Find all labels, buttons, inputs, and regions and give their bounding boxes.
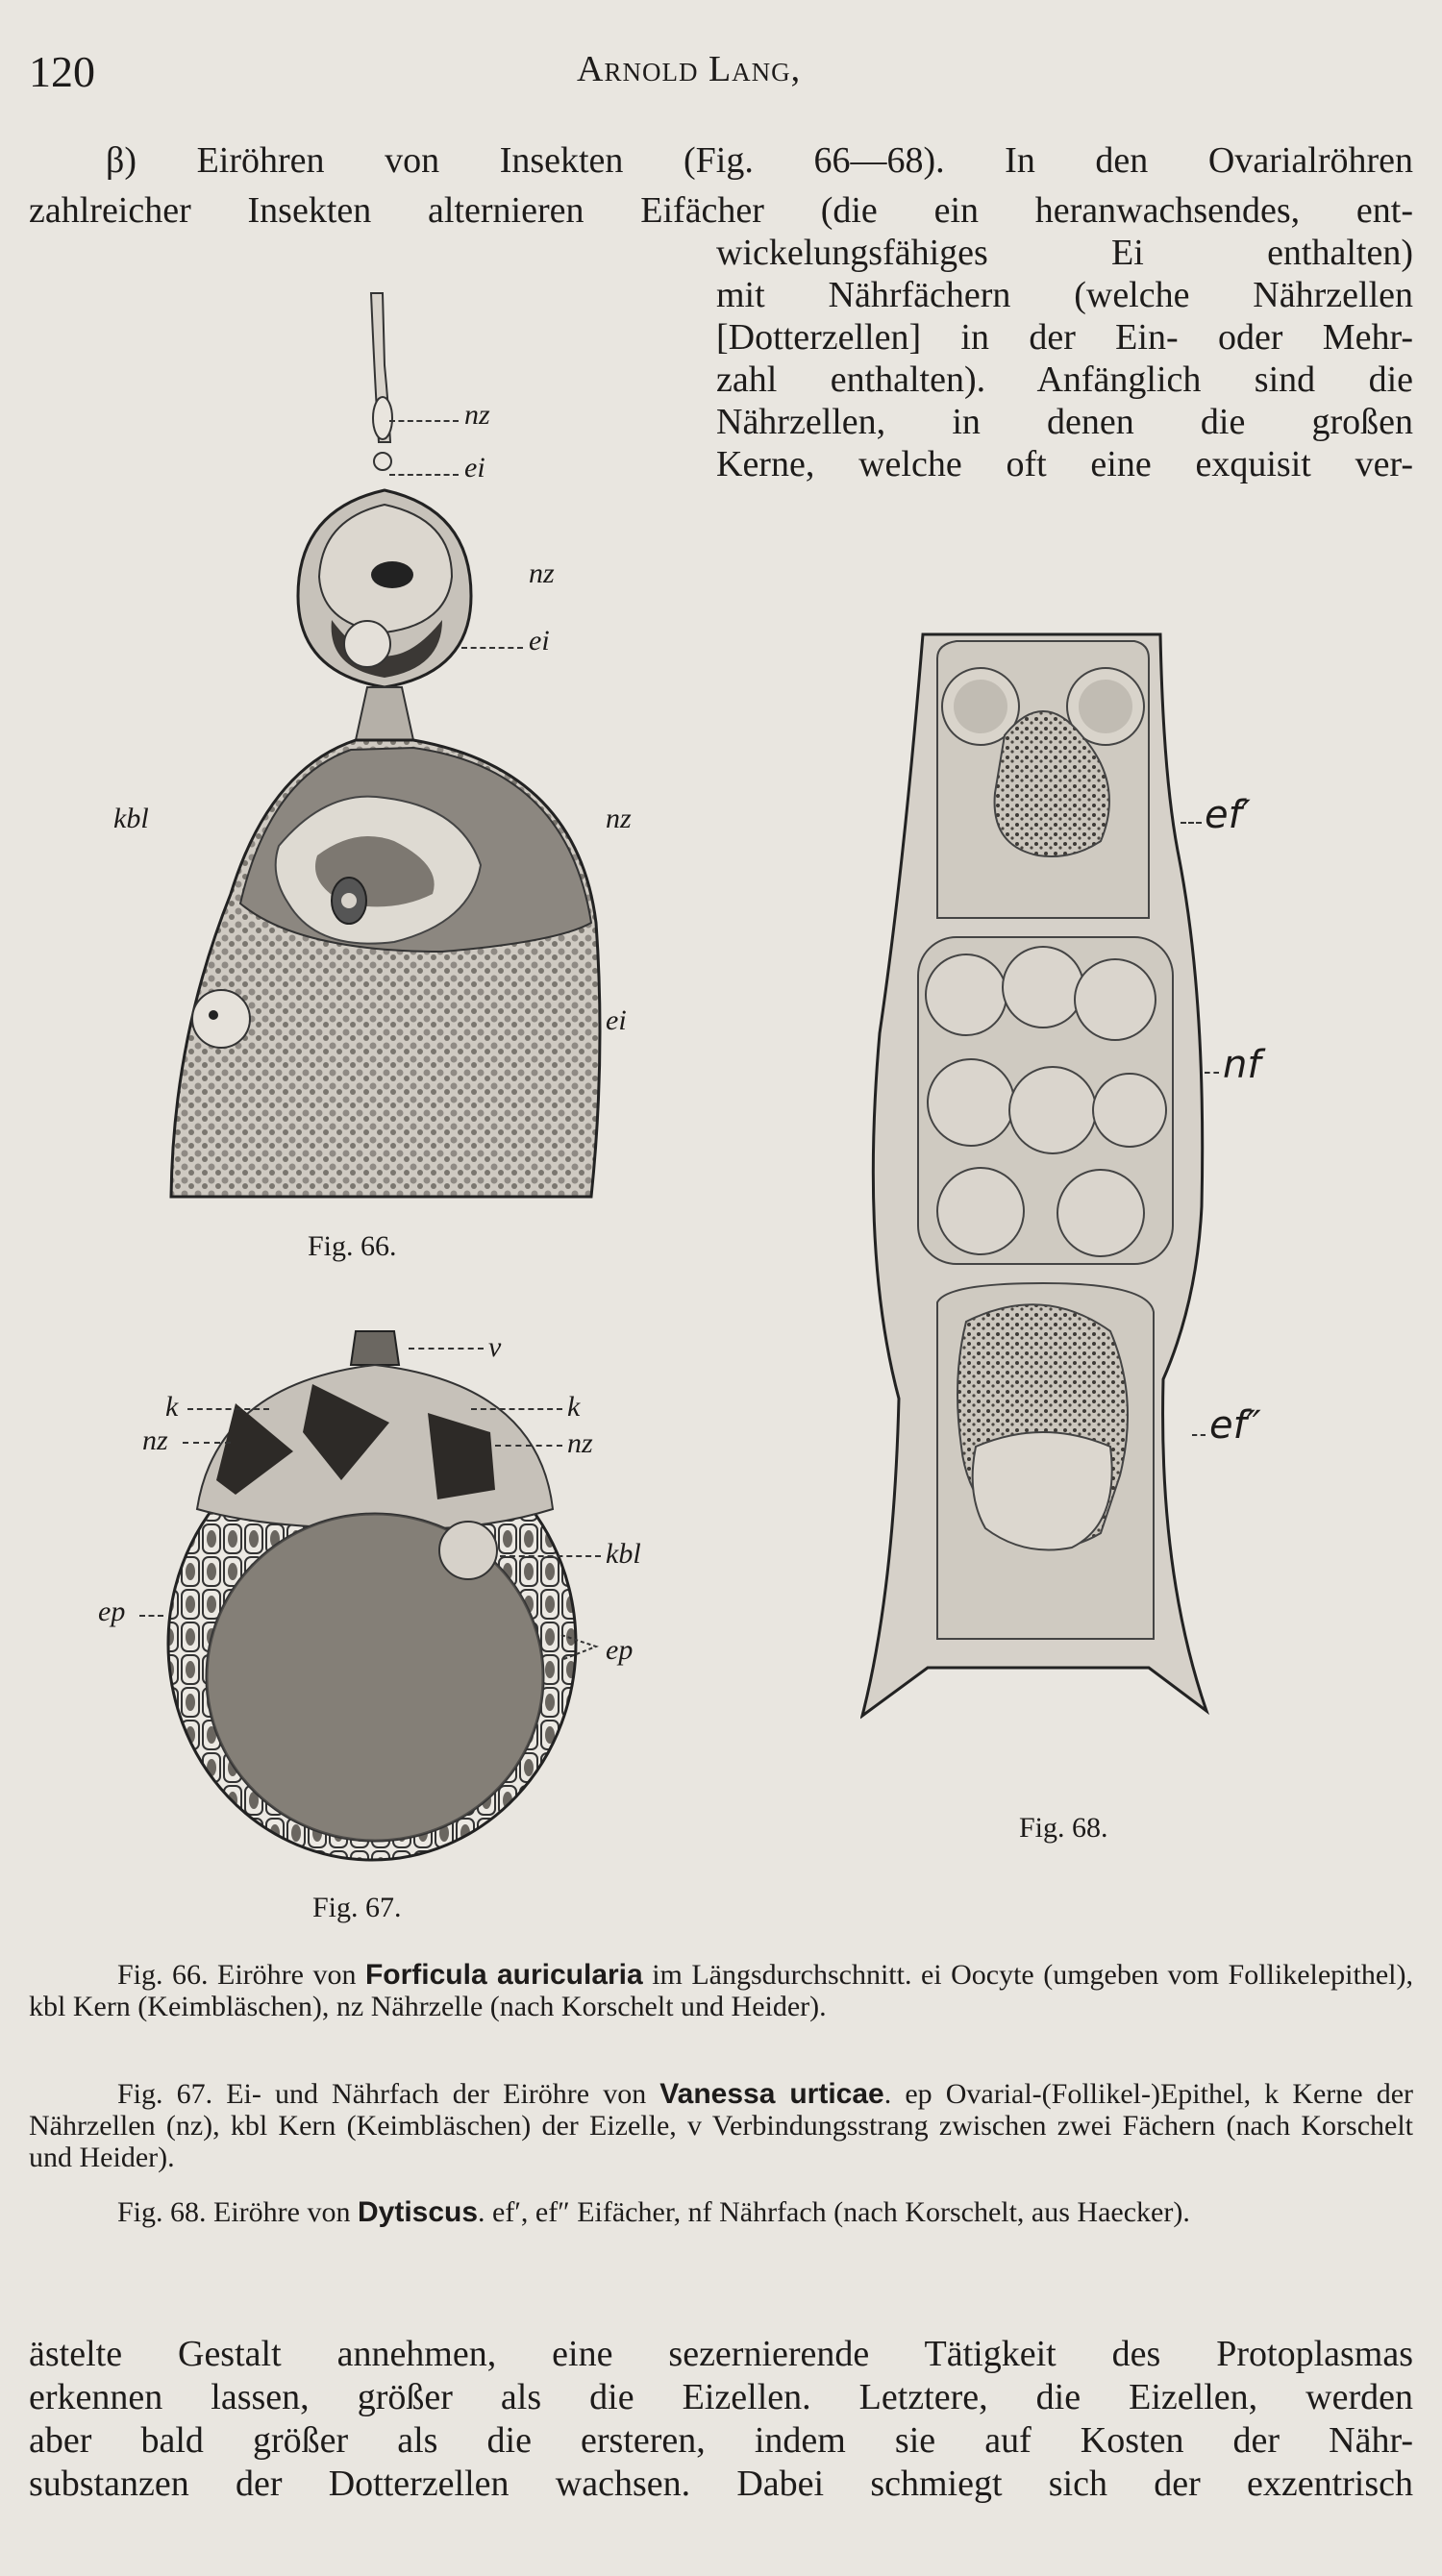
fig67-illustration [159, 1326, 582, 1865]
fig66-label-ei: ei [606, 1004, 627, 1036]
leader-line [1192, 1434, 1206, 1436]
caption-fig66 [29, 1959, 1413, 2022]
fig66-label-nz: nz [464, 399, 490, 431]
caption-text: Fig. 66. Eiröhre von [117, 1959, 365, 1991]
text-line: ästelte Gestalt annehmen, eine sezernierende Tätigkeit des Protoplasmas [29, 2334, 1413, 2374]
text-line: Kerne, welche oft eine exquisit ver- [716, 444, 1413, 484]
caption-fig67 [29, 2078, 1413, 2173]
fig68-label-ef2: ef″ [1209, 1403, 1261, 1448]
caption-text: . ep Ovarial-(Follikel-)Epithel, k Kerne der Nährzellen (nz), kbl Kern (Keimbläschen) der Eizelle, v Verbindungsstrang zwischen zwei Fächern (nach Korschelt und Heider). [29, 2078, 1414, 2173]
fig68-label-nf: nf [1223, 1043, 1261, 1087]
fig66-caption-label: Fig. 66. [308, 1230, 397, 1262]
caption-text: . ef′, ef″ Eifächer, nf Nährfach (nach Korschelt, aus Haecker). [478, 2196, 1190, 2228]
text-line: zahlreicher Insekten alternieren Eifächer (die ein heranwachsendes, ent- [29, 190, 1413, 231]
caption-text: ei Oocyte (umgeben vom Follikelepithel), kbl Kern (Keimbläschen), nz Nährzelle (nach Korschelt und Heider). [29, 1959, 1413, 2022]
caption-text: Fig. 68. Eiröhre von [117, 2196, 358, 2228]
leader-line [471, 1408, 562, 1410]
caption-fig68 [29, 2196, 1413, 2228]
fig66-label-nz: nz [606, 803, 632, 834]
species-name: Vanessa urticae [659, 2078, 884, 2110]
text-line: erkennen lassen, größer als die Eizellen. Letztere, die Eizellen, werden [29, 2377, 1413, 2417]
leader-line [389, 474, 459, 476]
fig68-label-ef1: ef′ [1205, 793, 1251, 837]
fig67-label-kbl: kbl [606, 1538, 641, 1570]
leader-line [500, 1555, 601, 1557]
text-line: zahl enthalten). Anfänglich sind die [716, 359, 1413, 400]
text-line: aber bald größer als die ersteren, indem sie auf Kosten der Nähr- [29, 2420, 1413, 2461]
fig67-label-ep: ep [98, 1596, 126, 1627]
fig68-illustration [860, 630, 1216, 1730]
fig66-illustration [154, 288, 615, 1201]
running-head-author: Arnold Lang, [577, 49, 802, 89]
fig67-label-nz: nz [142, 1424, 168, 1456]
fig67-label-k: k [165, 1391, 179, 1423]
species-name: Forficula auricularia [364, 1959, 643, 1991]
fig66-label-nz: nz [529, 557, 555, 589]
page-number: 120 [29, 47, 95, 96]
leader-line [187, 1408, 269, 1410]
leader-line [183, 1442, 231, 1444]
leader-line [1205, 1072, 1219, 1074]
fig67-label-ep: ep [606, 1634, 634, 1666]
caption-text: Fig. 67. Ei- und Nährfach der Eiröhre von [117, 2078, 660, 2110]
leader-line [1181, 822, 1202, 824]
fig68-caption-label: Fig. 68. [1019, 1812, 1108, 1844]
text-line: [Dotterzellen] in der Ein- oder Mehr- [716, 317, 1413, 358]
fig67-label-k: k [567, 1391, 581, 1423]
fig66-label-ei: ei [529, 625, 550, 656]
text-line: Nährzellen, in denen die großen [716, 402, 1413, 442]
text-line: substanzen der Dotterzellen wachsen. Dabei schmiegt sich der exzentrisch [29, 2464, 1413, 2504]
fig67-caption-label: Fig. 67. [312, 1892, 402, 1923]
leader-line [139, 1615, 163, 1617]
species-name: Dytiscus [357, 2196, 479, 2228]
leader-line [409, 1348, 484, 1350]
fig66-label-ei: ei [464, 452, 485, 483]
leader-line [495, 1445, 562, 1447]
text-line: wickelungsfähiges Ei enthalten) [716, 233, 1413, 273]
fig67-label-nz: nz [567, 1427, 593, 1459]
fig66-label-kbl: kbl [113, 803, 149, 834]
caption-text: im Längsdurchschnitt. [642, 1959, 921, 1991]
leader-line [461, 647, 523, 649]
fig67-bracket-arrows [559, 1631, 600, 1666]
fig67-label-v: v [488, 1331, 502, 1363]
text-line: mit Nährfächern (welche Nährzellen [716, 275, 1413, 315]
leader-line [389, 420, 459, 422]
text-line: β) Eiröhren von Insekten (Fig. 66—68). In den Ovarialröhren [106, 140, 1413, 181]
